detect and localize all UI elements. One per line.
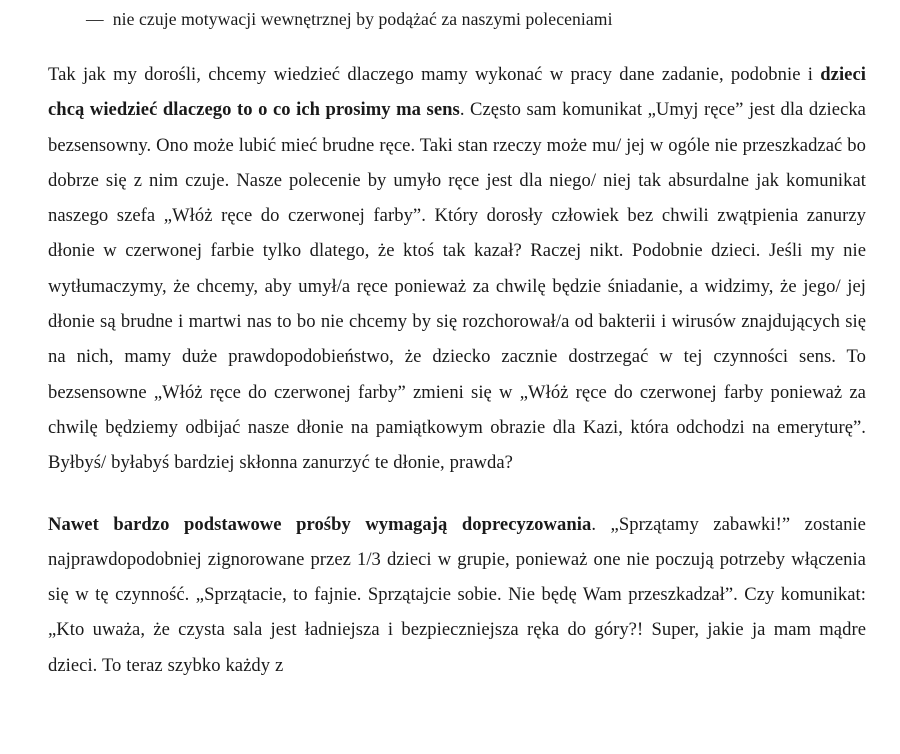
paragraph-2 <box>48 507 866 683</box>
dash-list-item <box>48 2 866 36</box>
paragraph-2-run-normal: . „Sprzątamy zabawki!” zostanie najprawdopodobniej zignorowane przez 1/3 dzieci w grupie, ponieważ one nie poczują potrzeby włączenia się w tę czynność. „Sprzątacie, to fajnie. Sprzątajcie sobie. Nie będę Wam przeszkadzał”. Czy komunikat: „Kto uważa, że czysta sala jest ładniejsza i bezpieczniejsza ręka do góry?! Super, jakie ja mam mądre dzieci. To teraz szybko każdy z <box>48 513 866 676</box>
dash-list-item-text: nie czuje motywacji wewnętrznej by podążać za naszymi poleceniami <box>112 9 613 29</box>
paragraph-1-run-normal-a: Tak jak my dorośli, chcemy wiedzieć dlaczego mamy wykonać w pracy dane zadanie, podobnie i <box>48 64 821 85</box>
paragraph-1 <box>48 57 866 481</box>
paragraph-1-run-normal-b: . Często sam komunikat „Umyj ręce” jest dla dziecka bezsensowny. Ono może lubić mieć brudne ręce. Taki stan rzeczy może mu/ jej w ogóle nie przeszkadzać bo dobrze się z nim czuje. Nasze polecenie by umyło ręce jest dla niego/ niej tak absurdalne jak komunikat naszego szefa „Włóż ręce do czerwonej farby”. Który dorosły człowiek bez chwili zwątpienia zanurzy dłonie w czerwonej farbie tylko dlatego, że ktoś tak kazał? Raczej nikt. Podobnie dzieci. Jeśli my nie wytłumaczymy, że chcemy, aby umył/a ręce ponieważ za chwilę będzie śniadanie, a widzimy, że jego/ jej dłonie są brudne i martwi nas to bo nie chcemy by się rozchorował/a od bakterii i wirusów znajdujących się na nich, mamy duże prawdopodobieństwo, że dziecko zacznie dostrzegać w tej czynności sens. To bezsensowne „Włóż ręce do czerwonej farby” zmieni się w „Włóż ręce do czerwonej farby ponieważ za chwilę będziemy odbijać nasze dłonie na pamiątkowym obrazie dla Kazi, która odchodzi na emeryturę”. Byłbyś/ byłabyś bardziej skłonna zanurzyć te dłonie, prawda? <box>48 99 866 474</box>
em-dash-marker: — <box>86 9 104 29</box>
document-body <box>48 0 866 683</box>
paragraph-2-run-bold: Nawet bardzo podstawowe prośby wymagają doprecyzowania <box>48 513 592 535</box>
paragraph-1-run-bold: dzieci chcą wiedzieć dlaczego to o co ich prosimy ma sens <box>48 64 866 121</box>
